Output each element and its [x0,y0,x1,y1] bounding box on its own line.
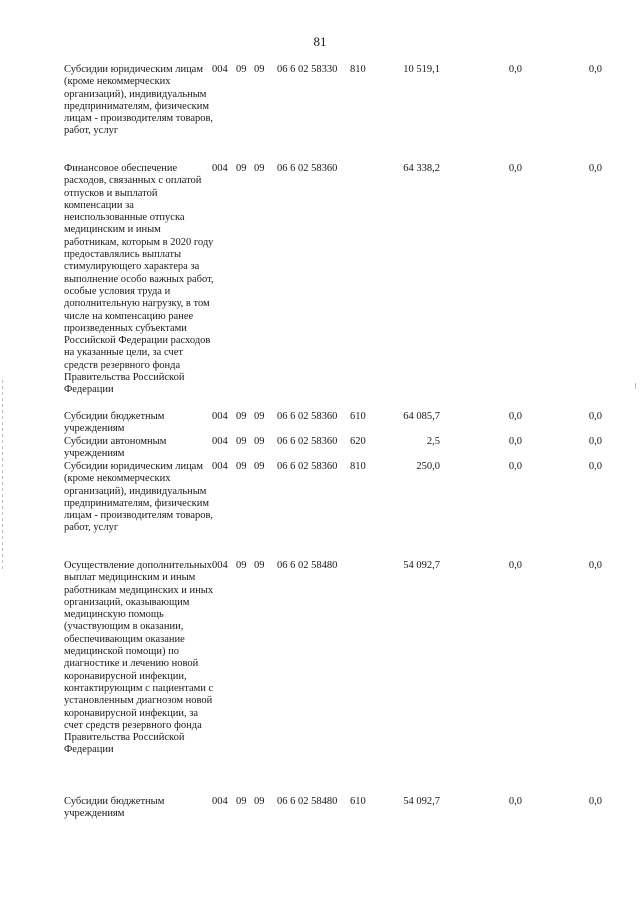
target-article-code: 06 6 02 58360 [277,461,338,472]
row-description: Субсидии автономным учреждениям [64,436,167,460]
target-article-code: 06 6 02 58360 [277,436,338,447]
org-code: 004 [212,436,228,447]
row-description: Субсидии бюджетным учреждениям [64,411,165,435]
subsection-code: 09 [254,163,265,174]
amount-year-2: 0,0 [508,796,522,807]
amount-year-3: 0,0 [588,163,602,174]
org-code: 004 [212,163,228,174]
section-code: 09 [236,163,247,174]
amount-year-3: 0,0 [588,461,602,472]
amount-year-1: 10 519,1 [403,64,440,75]
subsection-code: 09 [254,436,265,447]
target-article-code: 06 6 02 58360 [277,411,338,422]
row-description: Субсидии юридическим лицам (кроме некоммерческих организаций), индивидуальным предпринимателям, физическим лицам - производителям товаров, работ, услуг [64,64,214,137]
expense-type-code: 810 [350,64,366,75]
subsection-code: 09 [254,796,265,807]
section-code: 09 [236,436,247,447]
org-code: 004 [212,461,228,472]
section-code: 09 [236,560,247,571]
section-code: 09 [236,461,247,472]
target-article-code: 06 6 02 58480 [277,560,338,571]
amount-year-1: 54 092,7 [403,560,440,571]
target-article-code: 06 6 02 58360 [277,163,338,174]
scan-margin-mark [635,383,636,389]
subsection-code: 09 [254,461,265,472]
amount-year-1: 64 085,7 [403,411,440,422]
expense-type-code: 620 [350,436,366,447]
org-code: 004 [212,411,228,422]
amount-year-2: 0,0 [508,436,522,447]
amount-year-1: 54 092,7 [403,796,440,807]
amount-year-3: 0,0 [588,436,602,447]
row-description: Субсидии юридическим лицам (кроме некоммерческих организаций), индивидуальным предпринимателям, физическим лицам - производителям товаров, работ, услуг [64,461,214,534]
row-description: Финансовое обеспечение расходов, связанных с оплатой отпусков и выплатой компенсации за неиспользованные отпуска медицинским и иным работникам, которым в 2020 году предоставлялись выплаты стимулирующего характера за выполнение особо важных работ, особые условия труда и дополнительную нагрузку, в том числе на компенсацию ранее произведенных субъектами Российской Федерации расходов на указанные цели, за счет средств резервного фонда Правительства Российской Федерации [64,163,214,396]
amount-year-3: 0,0 [588,560,602,571]
amount-year-2: 0,0 [508,411,522,422]
row-description: Субсидии бюджетным учреждениям [64,796,165,820]
amount-year-3: 0,0 [588,64,602,75]
section-code: 09 [236,64,247,75]
page-number: 81 [313,34,327,49]
amount-year-1: 64 338,2 [403,163,440,174]
amount-year-2: 0,0 [508,64,522,75]
target-article-code: 06 6 02 58480 [277,796,338,807]
amount-year-2: 0,0 [508,560,522,571]
subsection-code: 09 [254,560,265,571]
org-code: 004 [212,796,228,807]
target-article-code: 06 6 02 58330 [277,64,338,75]
subsection-code: 09 [254,411,265,422]
amount-year-1: 250,0 [416,461,440,472]
amount-year-2: 0,0 [508,461,522,472]
amount-year-3: 0,0 [588,796,602,807]
expense-type-code: 810 [350,461,366,472]
expense-type-code: 610 [350,411,366,422]
amount-year-3: 0,0 [588,411,602,422]
subsection-code: 09 [254,64,265,75]
amount-year-1: 2,5 [426,436,440,447]
org-code: 004 [212,64,228,75]
section-code: 09 [236,796,247,807]
org-code: 004 [212,560,228,571]
section-code: 09 [236,411,247,422]
row-description: Осуществление дополнительных выплат медицинским и иным работникам медицинских и иных организаций, оказывающим медицинскую помощь (участвующим в оказании, обеспечивающим оказание медицинской помощи) по диагностике и лечению новой коронавирусной инфекции, контактирующим с пациентами с установленным диагнозом новой коронавирусной инфекции, за счет средств резервного фонда Правительства Российской Федерации [64,560,214,756]
amount-year-2: 0,0 [508,163,522,174]
scan-margin-mark [2,380,3,570]
expense-type-code: 610 [350,796,366,807]
